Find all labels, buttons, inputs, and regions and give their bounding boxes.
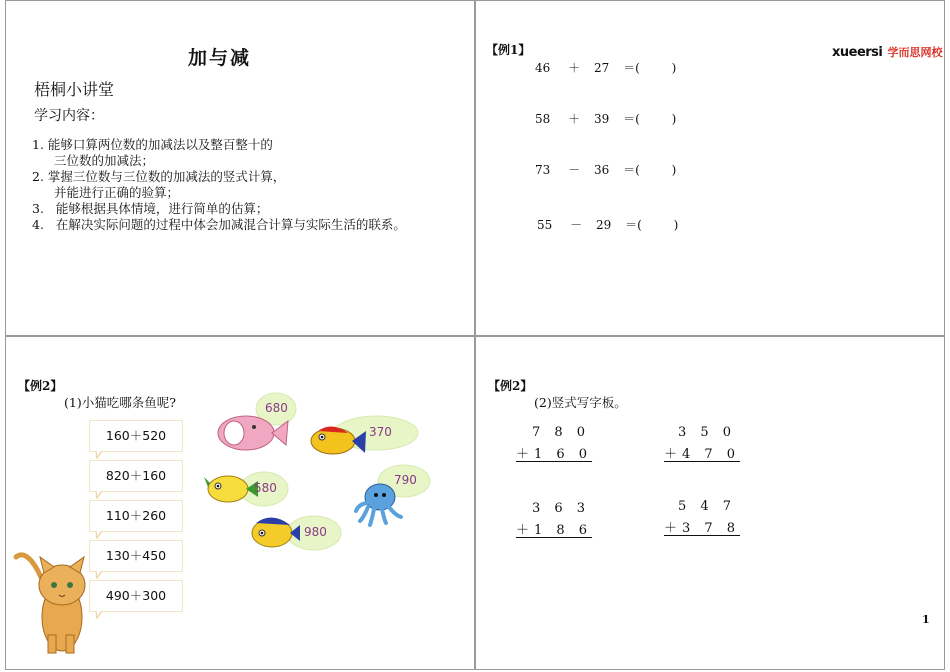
lesson-subtitle: 梧桐小讲堂 bbox=[34, 80, 115, 99]
vertical-problem-bottom: ＋4 7 0 bbox=[664, 447, 741, 462]
objective-1: 1. 能够口算两位数的加减法以及整百整十的 三位数的加减法； bbox=[32, 137, 273, 168]
fish-illustration bbox=[6, 337, 476, 671]
expression-card[interactable]: 130＋450 bbox=[90, 541, 182, 571]
answer-blank[interactable]: ) bbox=[671, 61, 677, 75]
example-tag: 【例1】 bbox=[486, 43, 531, 57]
vertical-problem-top: 5 4 7 bbox=[678, 499, 737, 514]
fish-number[interactable]: 980 bbox=[304, 525, 327, 539]
expression-card[interactable]: 160＋520 bbox=[90, 421, 182, 451]
slide-example-1 bbox=[475, 0, 945, 336]
equation-row: 73 － 36 ＝( ) bbox=[535, 163, 677, 177]
xueersi-logo: xueersi 学而思网校 bbox=[832, 45, 943, 60]
slide-example-2a bbox=[5, 336, 475, 670]
fish-number[interactable]: 790 bbox=[394, 473, 417, 487]
vertical-problem-top: 7 8 0 bbox=[532, 425, 591, 440]
expression-card[interactable]: 820＋160 bbox=[90, 461, 182, 491]
fish-number[interactable]: 580 bbox=[254, 481, 277, 495]
example-tag: 【例2】 bbox=[18, 379, 63, 393]
vertical-problem-top: 3 6 3 bbox=[532, 501, 591, 516]
objective-2: 2. 掌握三位数与三位数的加减法的竖式计算， 并能进行正确的验算； bbox=[32, 169, 286, 200]
slide-objectives bbox=[5, 0, 475, 336]
expression-card[interactable]: 110＋260 bbox=[90, 501, 182, 531]
vertical-problem-top: 3 5 0 bbox=[678, 425, 737, 440]
slide-example-2b bbox=[475, 336, 945, 670]
section-heading: 学习内容： bbox=[34, 108, 104, 124]
fish-number[interactable]: 680 bbox=[265, 401, 288, 415]
page-number: 1 bbox=[922, 613, 930, 626]
answer-blank[interactable]: ) bbox=[671, 112, 677, 126]
question-text: (2)竖式写字板。 bbox=[534, 395, 627, 410]
answer-blank[interactable]: ) bbox=[671, 163, 677, 177]
equation-row: 58 ＋ 39 ＝( ) bbox=[535, 112, 677, 126]
answer-blank[interactable]: ) bbox=[673, 218, 679, 232]
cat-icon bbox=[16, 555, 85, 653]
vertical-problem-bottom: ＋1 8 6 bbox=[516, 523, 593, 538]
example-tag: 【例2】 bbox=[488, 379, 533, 393]
equation-row: 46 ＋ 27 ＝( ) bbox=[535, 61, 677, 75]
equation-row: 55 － 29 ＝( ) bbox=[537, 218, 679, 232]
objective-4: 4. 在解决实际问题的过程中体会加减混合计算与实际生活的联系。 bbox=[32, 217, 406, 232]
expression-card[interactable]: 490＋300 bbox=[90, 581, 182, 611]
vertical-problem-bottom: ＋3 7 8 bbox=[664, 521, 741, 536]
lesson-title: 加与减 bbox=[188, 47, 252, 69]
objective-3: 3. 能够根据具体情境，进行简单的估算； bbox=[32, 201, 269, 216]
question-text: (1)小猫吃哪条鱼呢? bbox=[64, 395, 176, 410]
vertical-problem-bottom: ＋1 6 0 bbox=[516, 447, 593, 462]
fish-number[interactable]: 370 bbox=[369, 425, 392, 439]
